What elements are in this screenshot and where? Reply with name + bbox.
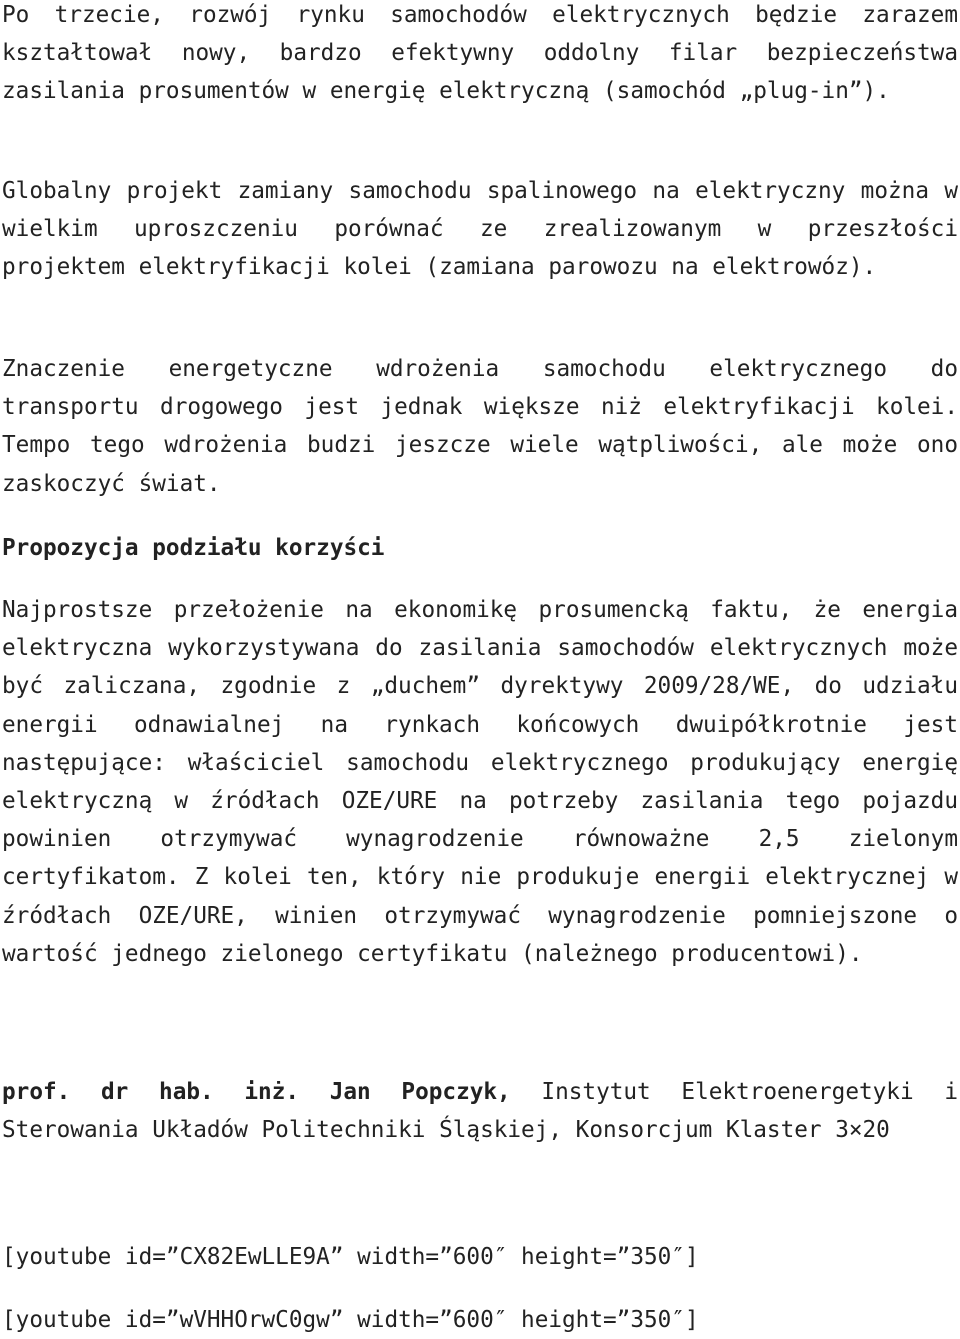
author-affiliation: Instytut Elektroenergetyki i Sterowania Układów Politechniki Śląskiej, Konsorcjum Klaster 3×20 (2, 1079, 958, 1144)
paragraph-global-project: Globalny projekt zamiany samochodu spalinowego na elektryczny można w wielkim uproszczeniu porównać ze zrealizowanym w przeszłości projektem elektryfikacji kolei (zamiana parowozu na elektrowóz). (2, 178, 958, 281)
youtube-shortcode: [youtube id=”CX82EwLLE9A” width=”600″ height=”350″] (2, 1244, 699, 1270)
paragraph-energy-significance: Znaczenie energetyczne wdrożenia samochodu elektrycznego do transportu drogowego jest jednak większe niż elektryfikacji kolei. Tempo tego wdrożenia budzi jeszcze wiele wątpliwości, ale może ono zaskoczyć świat. (2, 356, 958, 497)
paragraph-benefit-proposal: Najprostsze przełożenie na ekonomikę prosumencką faktu, że energia elektryczna wykorzystywana do zasilania samochodów elektrycznych może być zaliczana, zgodnie z „duchem” dyrektywy 2009/28/WE, do udziału energii odnawialnej na rynkach końcowych dwuipółkrotnie jest następujące: właściciel samochodu elektrycznego produkujący energię elektryczną w źródłach OZE/URE na potrzeby zasilania tego pojazdu powinien otrzymywać wynagrodzenie równoważne 2,5 zielonym certyfikatom. Z kolei ten, który nie produkuje energii elektrycznej w źródłach OZE/URE, winien otrzymywać wynagrodzenie pomniejszone o wartość jednego zielonego certyfikatu (należnego producentowi). (2, 597, 958, 967)
section-heading: Propozycja podziału korzyści (2, 535, 385, 561)
author-name: prof. dr hab. inż. Jan Popczyk, (2, 1079, 511, 1105)
youtube-shortcode: [youtube id=”wVHHOrwC0gw” width=”600″ height=”350″] (2, 1307, 699, 1333)
paragraph-plug-in: Po trzecie, rozwój rynku samochodów elektrycznych będzie zarazem kształtował nowy, bardzo efektywny oddolny filar bezpieczeństwa zasilania prosumentów w energię elektryczną (samochód „plug-in”). (2, 2, 958, 105)
author-signature (2, 1073, 958, 1149)
